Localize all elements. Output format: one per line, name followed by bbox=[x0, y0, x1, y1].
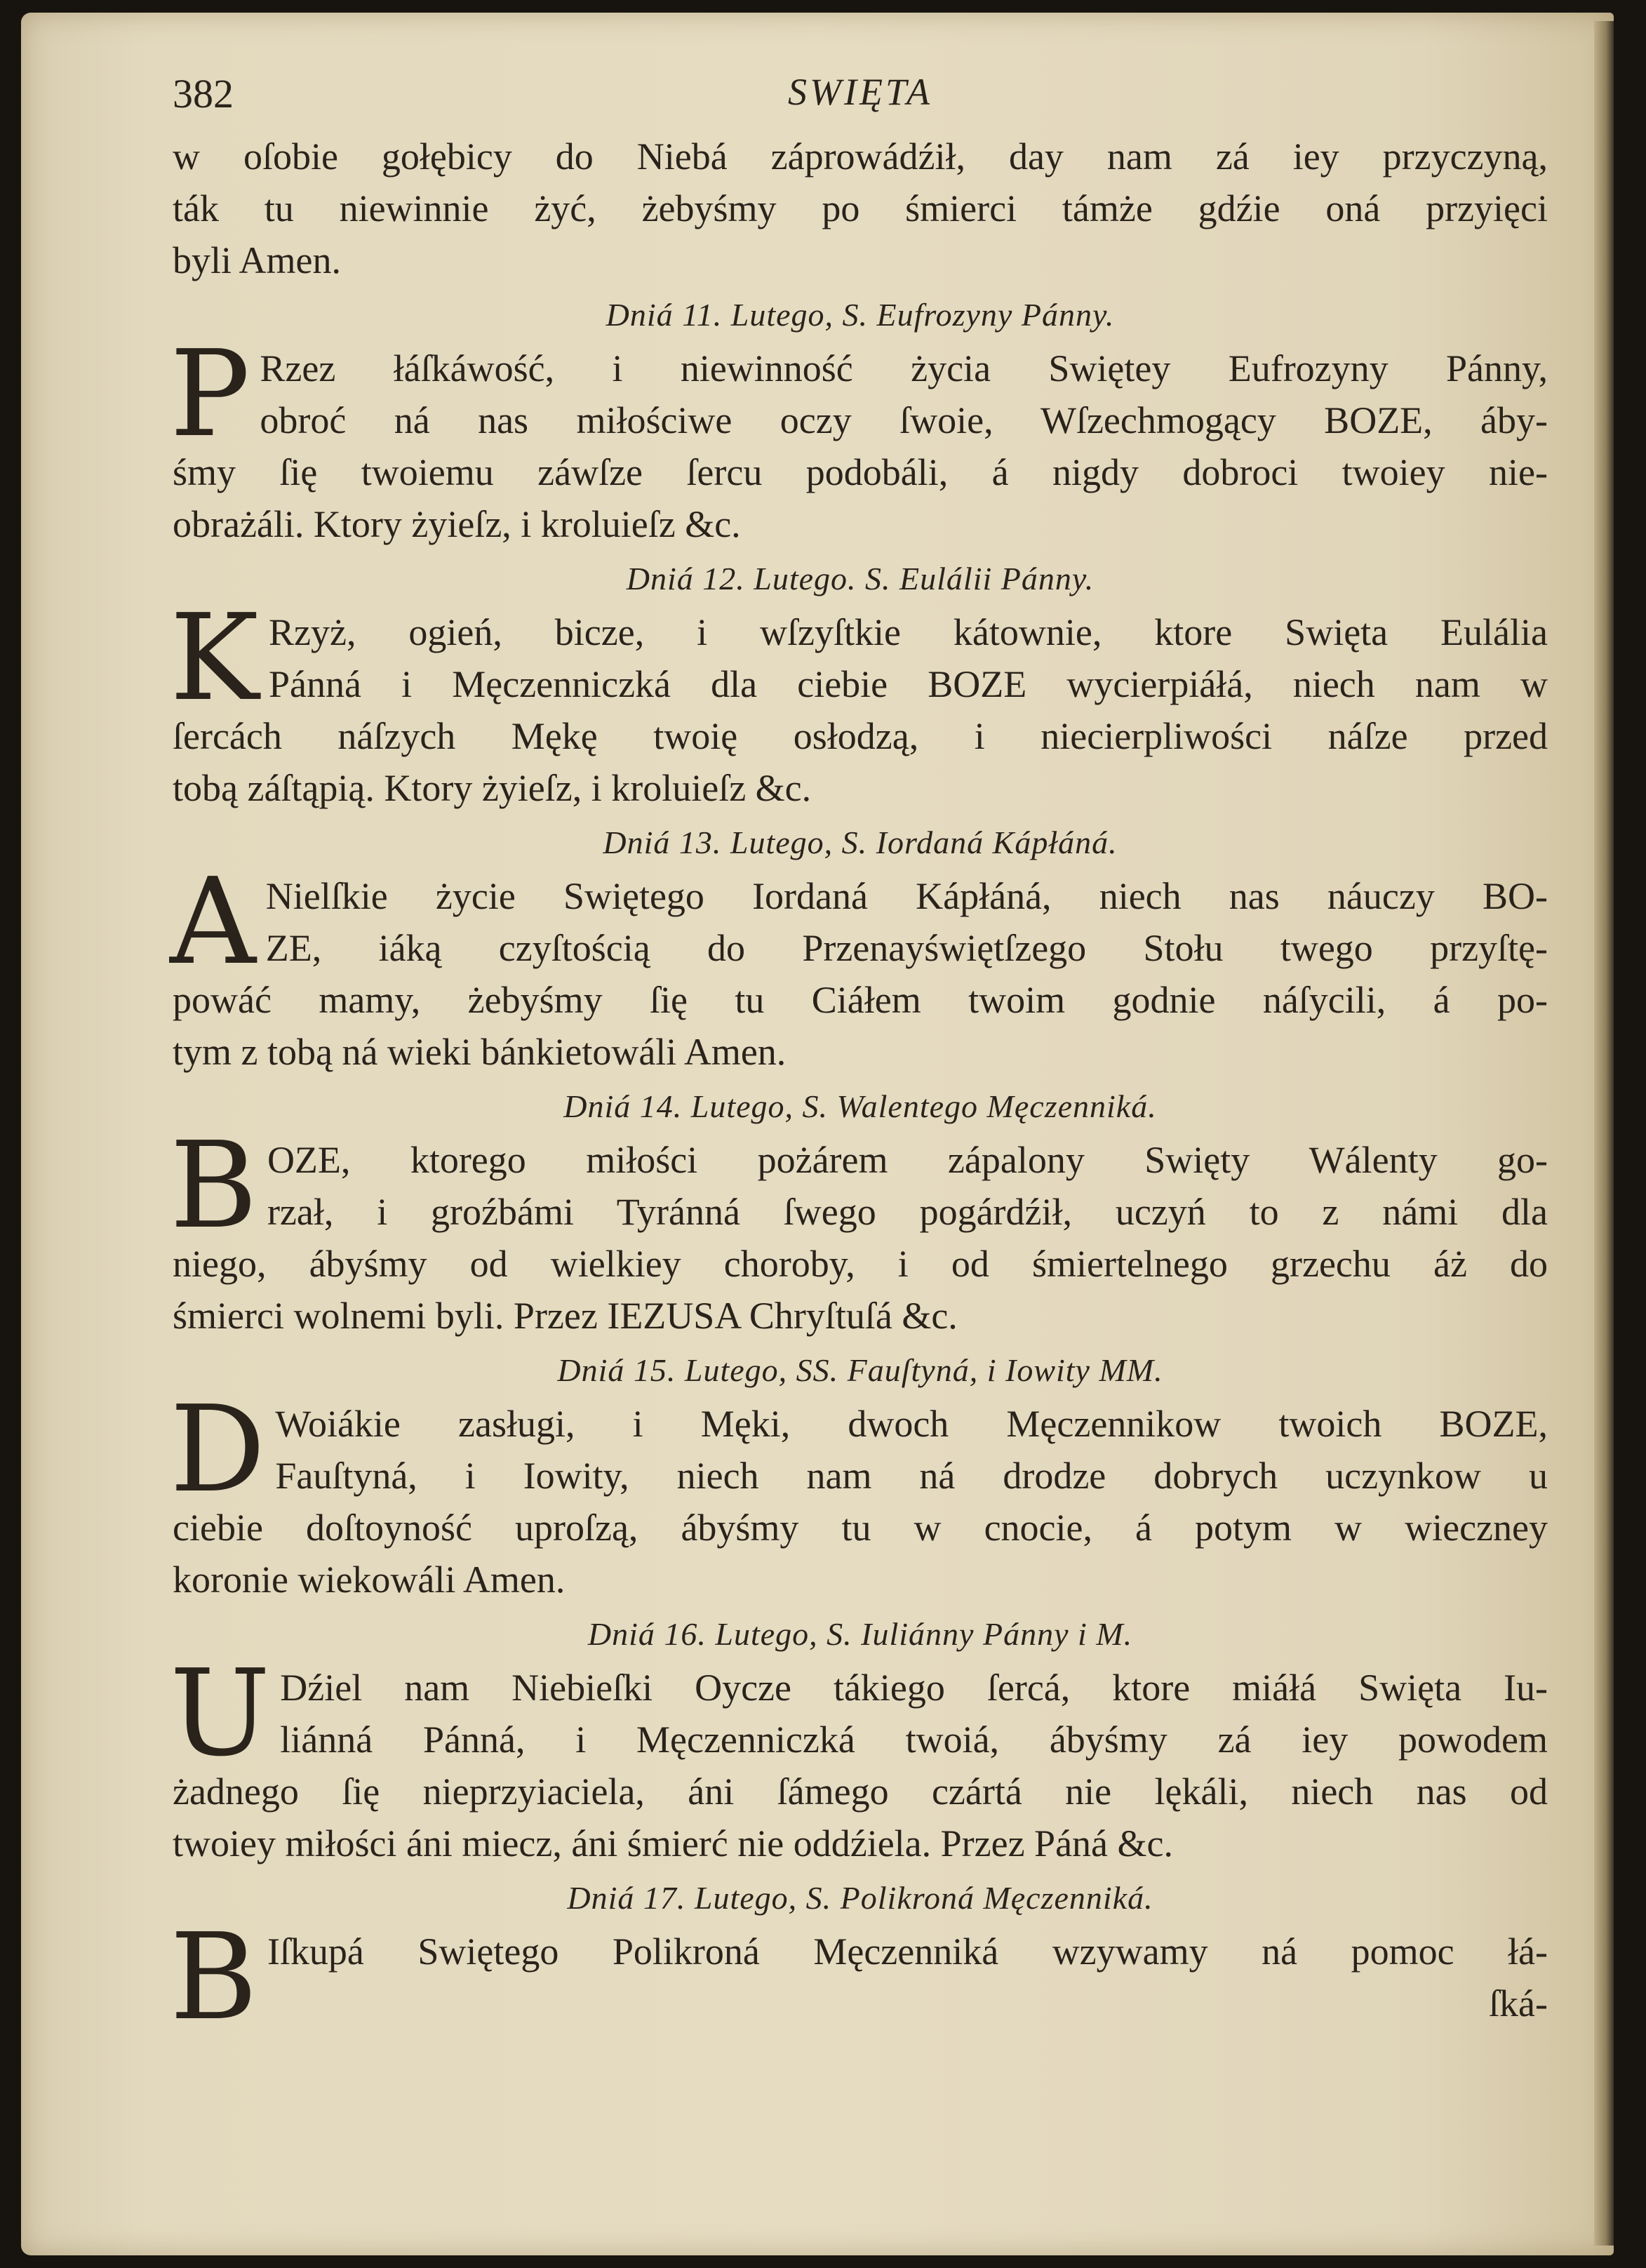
drop-initial: P bbox=[170, 325, 250, 464]
text-line: Fauſtyná, i Iowity, niech nam ná drodze dobrych uczynkow u bbox=[275, 1455, 1548, 1497]
text-line: obrażáli. Ktory żyieſz, i kroluieſz &c. bbox=[173, 503, 741, 545]
feast-date-heading: Dniá 17. Lutego, S. Polikroná Męczenniká. bbox=[567, 1880, 1153, 1916]
prayer-paragraph bbox=[170, 853, 1548, 1078]
feast-date-heading: Dniá 14. Lutego, S. Walentego Męczenniká. bbox=[563, 1088, 1157, 1124]
text-line: niego, ábyśmy od wielkiey choroby, i od śmiertelnego grzechu áż do bbox=[173, 1243, 1548, 1285]
feast-date-heading: Dniá 11. Lutego, S. Eufrozyny Pánny. bbox=[605, 297, 1115, 333]
text-line: Nielſkie życie Swiętego Iordaná Kápłáná, niech nas náuczy BO- bbox=[265, 875, 1548, 917]
text-line: powáć mamy, żebyśmy ſię tu Ciáłem twoim godnie náſycili, á po- bbox=[173, 979, 1548, 1021]
prayer-paragraph bbox=[170, 1116, 1548, 1342]
text-line: Rzez łáſkáwość, i niewinność życia Swiętey Eufrozyny Pánny, bbox=[260, 347, 1548, 389]
page-text bbox=[170, 70, 1548, 2047]
text-line: tobą záſtąpią. Ktory żyieſz, i kroluieſz &c. bbox=[173, 767, 812, 809]
feast-date-heading: Dniá 16. Lutego, S. Iuliánny Pánny i M. bbox=[587, 1616, 1133, 1652]
text-line: byli Amen. bbox=[173, 239, 341, 281]
text-line: ták tu niewinnie żyć, żebyśmy po śmierci támże gdźie oná przyięci bbox=[173, 187, 1548, 229]
text-line: tym z tobą ná wieki bánkietowáli Amen. bbox=[173, 1031, 787, 1073]
intro-text bbox=[173, 131, 1548, 286]
feast-date-heading: Dniá 13. Lutego, S. Iordaná Kápłáná. bbox=[603, 825, 1118, 860]
running-head: SWIĘTA bbox=[788, 71, 932, 113]
feast-date-heading: Dniá 15. Lutego, SS. Fauſtyná, i Iowity MM. bbox=[557, 1352, 1163, 1388]
text-line: Rzyż, ogień, bicze, i wſzyſtkie kátownie, ktore Swięta Eulália bbox=[269, 611, 1548, 653]
text-line: śmierci wolnemi byli. Przez IEZUSA Chryſtuſá &c. bbox=[173, 1295, 958, 1337]
text-line: Dźiel nam Niebieſki Oycze tákiego ſercá, ktore miáłá Swięta Iu- bbox=[280, 1667, 1548, 1709]
prayer-paragraph bbox=[170, 325, 1548, 550]
prayer-paragraph bbox=[170, 589, 1548, 814]
prayer-paragraph bbox=[170, 1908, 1548, 2047]
text-line: liánná Pánná, i Męczenniczká twoiá, ábyśmy zá iey powodem bbox=[280, 1719, 1548, 1761]
drop-initial: B bbox=[170, 1116, 257, 1255]
text-line: Pánná i Męczenniczká dla ciebie BOZE wycierpiáłá, niech nam w bbox=[269, 663, 1548, 705]
drop-initial: K bbox=[170, 589, 260, 728]
text-line: śmy ſię twoiemu záwſze ſercu podobáli, á nigdy dobroci twoiey nie- bbox=[173, 451, 1548, 493]
text-line: w oſobie gołębicy do Niebá záprowádźił, day nam zá iey przyczyną, bbox=[173, 135, 1548, 178]
page-header bbox=[173, 70, 1548, 131]
text-line: rzał, i groźbámi Tyránná ſwego pogárdźił, uczyń to z námi dla bbox=[267, 1191, 1548, 1233]
text-line: twoiey miłości áni miecz, áni śmierć nie oddźiela. Przez Páná &c. bbox=[173, 1822, 1173, 1865]
text-line: koronie wiekowáli Amen. bbox=[173, 1559, 566, 1601]
text-line: żadnego ſię nieprzyiaciela, áni ſámego czártá nie lękáli, niech nas od bbox=[173, 1770, 1548, 1813]
drop-initial: D bbox=[170, 1380, 266, 1519]
drop-initial: A bbox=[170, 853, 256, 992]
prayer-paragraph bbox=[170, 1380, 1548, 1606]
drop-initial: U bbox=[170, 1644, 271, 1783]
page-edge bbox=[1594, 21, 1614, 2246]
drop-initial: B bbox=[170, 1908, 257, 2047]
page-number: 382 bbox=[173, 71, 234, 116]
text-line: Woiákie zasługi, i Męki, dwoch Męczennikow twoich BOZE, bbox=[275, 1403, 1548, 1445]
prayer-paragraph bbox=[170, 1644, 1548, 1869]
text-line: OZE, ktorego miłości pożárem zápalony Swięty Wálenty go- bbox=[267, 1139, 1548, 1181]
text-line: obroć ná nas miłościwe oczy ſwoie, Wſzechmogący BOZE, áby- bbox=[260, 399, 1548, 441]
text-line: ZE, iáką czyſtością do Przenayświętſzego Stołu twego przyſtę- bbox=[265, 927, 1548, 969]
text-line: ſercách náſzych Mękę twoię osłodzą, i niecierpliwości náſze przed bbox=[173, 715, 1548, 757]
text-line: ciebie doſtoyność uproſzą, ábyśmy tu w cnocie, á potym w wieczney bbox=[173, 1507, 1548, 1549]
feast-date-heading: Dniá 12. Lutego. S. Eulálii Pánny. bbox=[626, 561, 1095, 596]
text-line: Iſkupá Swiętego Polikroná Męczenniká wzywamy ná pomoc łá- bbox=[267, 1930, 1548, 1973]
catchword: ſká- bbox=[1489, 1982, 1548, 2024]
